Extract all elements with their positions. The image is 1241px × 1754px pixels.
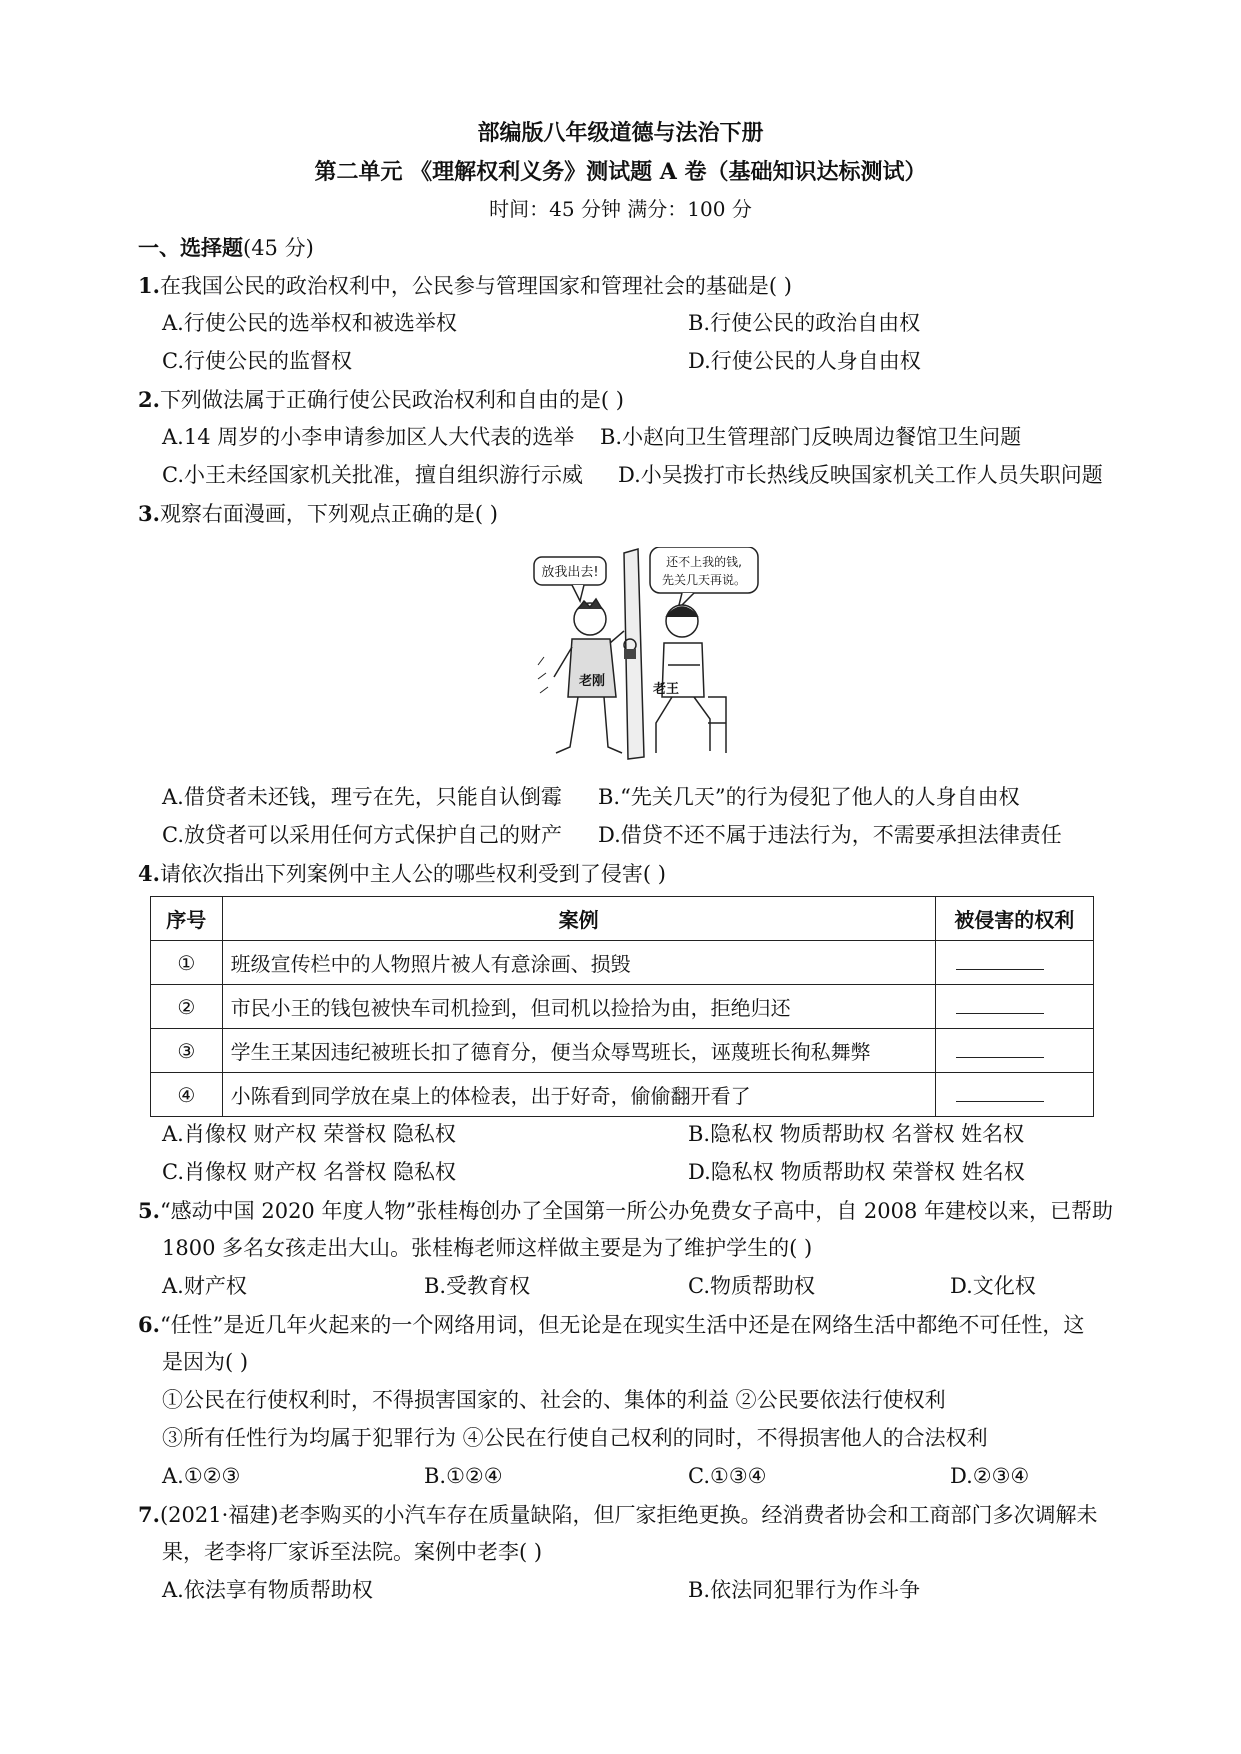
question-3 <box>138 503 498 525</box>
q7-option-b: B.依法同犯罪行为作斗争 <box>688 1578 921 1602</box>
table-row <box>151 1029 1094 1073</box>
q6-option-a: A.①②③ <box>162 1464 241 1488</box>
q5-stem-continued: 1800 多名女孩走出大山。张桂梅老师这样做主要是为了维护学生的( ) <box>162 1236 813 1260</box>
q5-option-d: D.文化权 <box>950 1274 1036 1298</box>
table-header-cell: 被侵害的权利 <box>935 897 1093 941</box>
q6-option-d: D.②③④ <box>950 1464 1030 1488</box>
question-6 <box>138 1314 1084 1336</box>
q2-option-b: B.小赵向卫生管理部门反映周边餐馆卫生问题 <box>600 425 1022 449</box>
question-stem: 请依次指出下列案例中主人公的哪些权利受到了侵害( ) <box>159 862 666 886</box>
section-score: (45 分) <box>243 236 314 260</box>
speech-text-right-2: 先关几天再说。 <box>661 573 747 587</box>
speech-text-right-1: 还不上我的钱, <box>666 555 742 569</box>
q3-option-b: B.“先关几天”的行为侵犯了他人的人身自由权 <box>598 785 1020 809</box>
question-stem: (2021·福建)老李购买的小汽车存在质量缺陷，但厂家拒绝更换。经消费者协会和工商部门多次调解未 <box>159 1503 1098 1527</box>
question-number: 6. <box>138 1312 160 1337</box>
q5-option-a: A.财产权 <box>162 1274 247 1298</box>
question-5 <box>138 1200 1113 1222</box>
q4-option-d: D.隐私权 物质帮助权 荣誉权 姓名权 <box>688 1160 1025 1184</box>
q3-option-a: A.借贷者未还钱，理亏在先，只能自认倒霉 <box>162 785 562 809</box>
q4-option-a: A.肖像权 财产权 荣誉权 隐私权 <box>162 1122 456 1146</box>
question-7 <box>138 1504 1097 1526</box>
q3-option-c: C.放贷者可以采用任何方式保护自己的财产 <box>162 823 562 847</box>
row-case: 市民小王的钱包被快车司机捡到，但司机以捡拾为由，拒绝归还 <box>222 985 935 1029</box>
section-heading <box>138 237 314 259</box>
table-row <box>151 985 1094 1029</box>
q6-option-b: B.①②④ <box>424 1464 503 1488</box>
answer-blank[interactable] <box>935 1029 1093 1073</box>
question-1 <box>138 275 792 297</box>
question-4 <box>138 863 666 885</box>
document-title: 部编版八年级道德与法治下册 <box>477 120 764 146</box>
table-header-cell: 序号 <box>151 897 223 941</box>
question-number: 5. <box>138 1198 160 1223</box>
q1-option-d: D.行使公民的人身自由权 <box>688 349 921 373</box>
table-row <box>151 941 1094 985</box>
question-number: 3. <box>138 501 160 526</box>
q1-option-c: C.行使公民的监督权 <box>162 349 352 373</box>
q2-option-a: A.14 周岁的小李申请参加区人大代表的选举 <box>162 425 575 449</box>
q4-option-c: C.肖像权 财产权 名誉权 隐私权 <box>162 1160 457 1184</box>
q7-stem-continued: 果，老李将厂家诉至法院。案例中老李( ) <box>162 1540 543 1564</box>
row-case: 小陈看到同学放在桌上的体检表，出于好奇，偷偷翻开看了 <box>222 1073 935 1117</box>
man-right-figure <box>656 605 726 753</box>
case-table <box>150 896 1094 1117</box>
document-subtitle: 第二单元 《理解权利义务》测试题 A 卷（基础知识达标测试） <box>314 159 927 185</box>
question-stem: 下列做法属于正确行使公民政治权利和自由的是( ) <box>159 388 624 412</box>
q3-option-d: D.借贷不还不属于违法行为，不需要承担法律责任 <box>598 823 1062 847</box>
question-number: 2. <box>138 387 160 412</box>
question-stem: 在我国公民的政治权利中，公民参与管理国家和管理社会的基础是( ) <box>159 274 792 298</box>
row-number: ① <box>151 941 223 985</box>
question-stem: “任性”是近几年火起来的一个网络用词，但无论是在现实生活中还是在网络生活中都绝不可任性，这 <box>159 1313 1085 1337</box>
label-right-character: 老王 <box>652 682 680 697</box>
q6-statement-line-2: ③所有任性行为均属于犯罪行为 ④公民在行使自己权利的同时，不得损害他人的合法权利 <box>162 1426 988 1450</box>
table-row <box>151 1073 1094 1117</box>
question-stem: 观察右面漫画，下列观点正确的是( ) <box>159 502 498 526</box>
answer-blank[interactable] <box>935 985 1093 1029</box>
q5-option-b: B.受教育权 <box>424 1274 531 1298</box>
question-2 <box>138 389 624 411</box>
q1-option-a: A.行使公民的选举权和被选举权 <box>162 311 457 335</box>
q6-statement-line-1: ①公民在行使权利时，不得损害国家的、社会的、集体的利益 ②公民要依法行使权利 <box>162 1388 946 1412</box>
q2-option-d: D.小吴拨打市长热线反映国家机关工作人员失职问题 <box>618 463 1103 487</box>
speech-text-left: 放我出去! <box>541 565 599 580</box>
question-stem: “感动中国 2020 年度人物”张桂梅创办了全国第一所公办免费女子高中，自 2008 年建校以来，已帮助 <box>159 1199 1113 1223</box>
table-header-cell: 案例 <box>222 897 935 941</box>
q5-option-c: C.物质帮助权 <box>688 1274 815 1298</box>
row-case: 班级宣传栏中的人物照片被人有意涂画、损毁 <box>222 941 935 985</box>
q1-option-b: B.行使公民的政治自由权 <box>688 311 921 335</box>
question-number: 1. <box>138 273 160 298</box>
q6-stem-continued: 是因为( ) <box>162 1350 249 1374</box>
answer-blank[interactable] <box>935 941 1093 985</box>
row-case: 学生王某因违纪被班长扣了德育分，便当众辱骂班长，诬蔑班长徇私舞弊 <box>222 1029 935 1073</box>
q6-option-c: C.①③④ <box>688 1464 767 1488</box>
label-left-character: 老刚 <box>578 674 606 689</box>
row-number: ② <box>151 985 223 1029</box>
row-number: ④ <box>151 1073 223 1117</box>
question-number: 7. <box>138 1502 160 1527</box>
q2-option-c: C.小王未经国家机关批准，擅自组织游行示威 <box>162 463 583 487</box>
row-number: ③ <box>151 1029 223 1073</box>
question-number: 4. <box>138 861 160 886</box>
q7-option-a: A.依法享有物质帮助权 <box>162 1578 373 1602</box>
comic-illustration <box>532 547 762 767</box>
section-label: 一、选择题 <box>138 235 243 260</box>
time-score-line: 时间：45 分钟 满分：100 分 <box>489 197 752 221</box>
q4-option-b: B.隐私权 物质帮助权 名誉权 姓名权 <box>688 1122 1025 1146</box>
answer-blank[interactable] <box>935 1073 1093 1117</box>
table-header-row <box>151 897 1094 941</box>
